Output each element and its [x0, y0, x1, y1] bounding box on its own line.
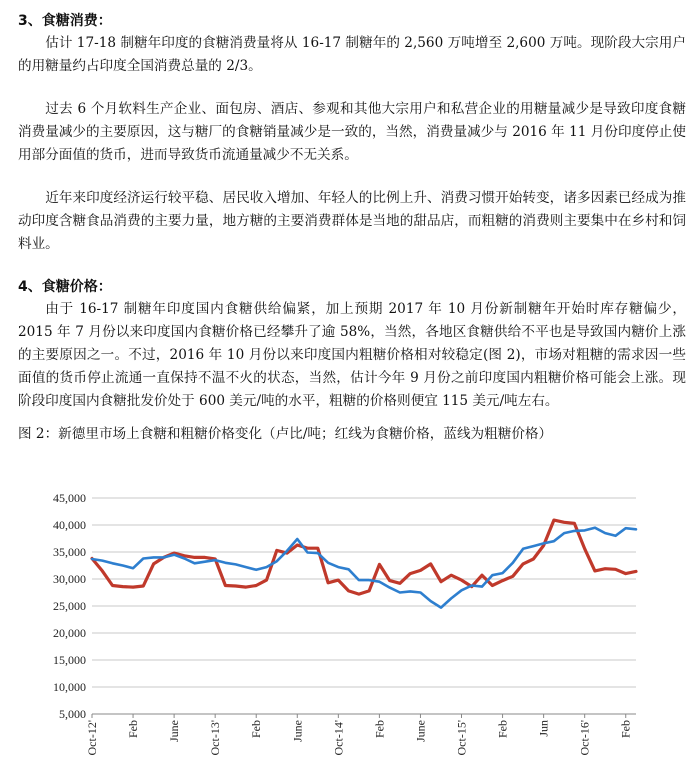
y-tick-label: 20,000	[53, 626, 86, 640]
x-tick-label: Oct-15'	[454, 720, 469, 756]
x-tick-label: June	[290, 720, 305, 742]
y-tick-label: 45,000	[53, 491, 86, 505]
price-line-chart	[0, 484, 696, 772]
paragraph-gap	[18, 256, 686, 276]
section-3-paragraph-3: 近年来印度经济运行较平稳、居民收入增加、年轻人的比例上升、消费习惯开始转变，诸多因素已经成为推动印度含糖食品消费的主要力量，地方糖的主要消费群体是当地的甜品店，而粗糖的消费则主要集中在乡村和饲料业。	[18, 190, 686, 252]
sugar-price-line	[92, 520, 636, 594]
y-tick-label: 40,000	[53, 518, 86, 532]
section-3-heading: 3、食糖消费：	[18, 13, 112, 29]
x-tick-label: Jun	[536, 720, 551, 737]
section-3-paragraph-2: 过去 6 个月软料生产企业、面包房、酒店、参观和其他大宗用户和私营企业的用糖量减少是导致印度食糖消费量减少的主要原因，这与糖厂的食糖销量减少是一致的，当然，消费量减少与 2016 年 11 月份印度停止使用部分面值的货币，进而导致货币流通量减少不无关系。	[18, 101, 686, 163]
section-3-paragraph-1: 估计 17-18 制糖年印度的食糖消费量将从 16-17 制糖年的 2,560 万吨增至 2,600 万吨。现阶段大宗用户的用糖量约占印度全国消费总量的 2/3。	[18, 35, 686, 74]
y-tick-label: 30,000	[53, 572, 86, 586]
x-tick-label: Feb	[126, 720, 141, 738]
y-axis-ticks	[53, 491, 86, 721]
section-4-heading: 4、食糖价格：	[18, 279, 112, 295]
section-4-paragraph-1: 由于 16-17 制糖年印度国内食糖供给偏紧，加上预期 2017 年 10 月份新制糖年开始时库存糖偏少，2015 年 7 月份以来印度国内食糖价格已经攀升了逾 58%，当然，各地区食糖供给不平也是导致国内糖价上涨的主要原因之一。不过，2016 年 10 月份以来印度国内粗糖价格相对较稳定(图 2)，市场对粗糖的需求因一些面值的货币停止流通一直保持不温不火的状态，当然，估计今年 9 月份之前印度国内粗糖价格可能会上涨。现阶段印度国内食糖批发价处于 600 美元/吨的水平，粗糖的价格则便宜 115 美元/吨左右。	[18, 301, 686, 409]
paragraph-gap	[18, 167, 686, 187]
y-tick-label: 15,000	[53, 653, 86, 667]
x-tick-label: Oct-13'	[208, 720, 223, 756]
x-tick-label: June	[167, 720, 182, 742]
x-tick-label: Feb	[372, 720, 387, 738]
x-tick-label: Oct-12'	[85, 720, 99, 756]
x-axis-ticks	[85, 714, 633, 755]
x-tick-label: Oct-16'	[577, 720, 592, 756]
x-tick-label: Oct-14'	[331, 720, 346, 756]
document-body	[18, 0, 686, 445]
gur-price-line	[92, 528, 636, 608]
x-tick-label: Feb	[618, 720, 633, 738]
figure-2-caption: 图 2：新德里市场上食糖和粗糖价格变化（卢比/吨；红线为食糖价格，蓝线为粗糖价格）	[18, 426, 553, 442]
x-tick-label: Feb	[249, 720, 264, 738]
chart-gridlines	[92, 498, 636, 714]
y-tick-label: 35,000	[53, 545, 86, 559]
y-tick-label: 5,000	[59, 707, 86, 721]
y-tick-label: 10,000	[53, 680, 86, 694]
x-tick-label: June	[413, 720, 428, 742]
paragraph-gap	[18, 78, 686, 98]
y-tick-label: 25,000	[53, 599, 86, 613]
x-tick-label: Feb	[495, 720, 510, 738]
chart-series	[92, 520, 636, 608]
